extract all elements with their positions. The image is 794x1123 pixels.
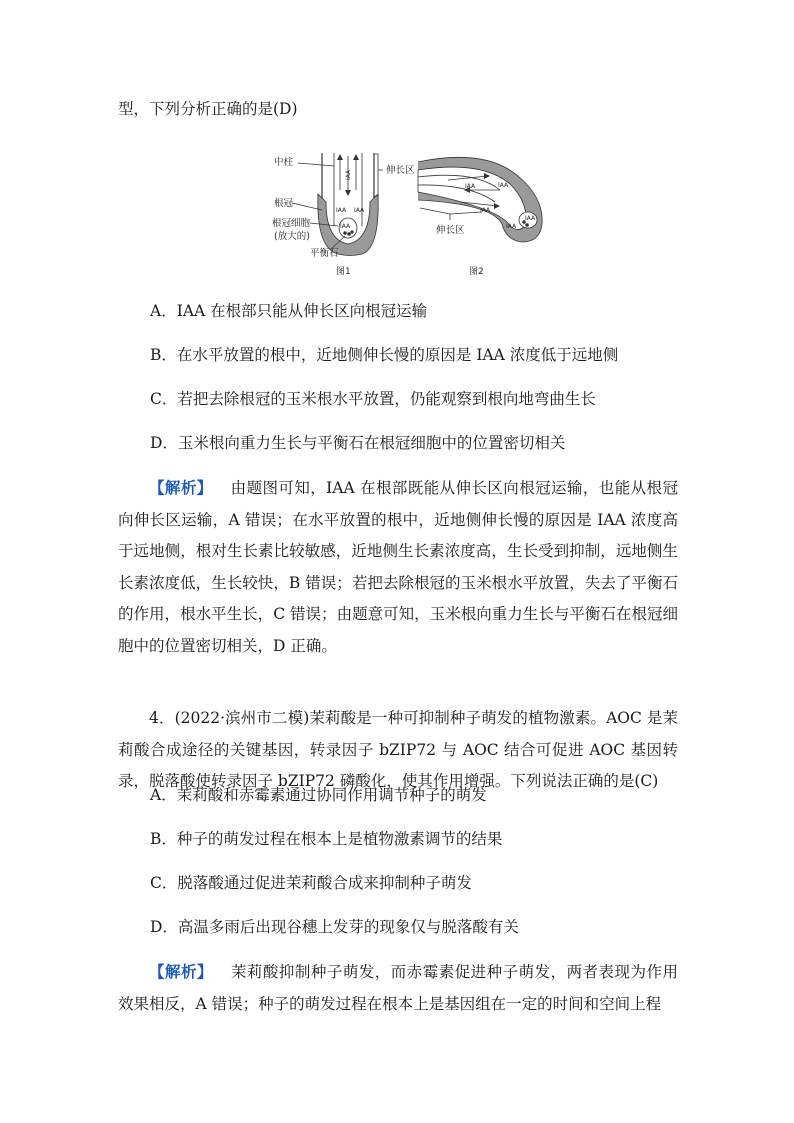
fig1-iaa-label-mid: IAA	[345, 169, 352, 180]
root-gravitropism-figure	[270, 150, 560, 282]
fig1-label-gengguan-cell: 根冠细胞	[272, 218, 311, 229]
fig2-label-shenchang: 伸长区	[436, 225, 465, 236]
fig2-iaa-label-mid: IAA	[498, 182, 509, 189]
fig1-label-gengguan: 根冠	[274, 198, 294, 209]
q4-option-c: C．脱落酸通过促进茉莉酸合成来抑制种子萌发	[150, 874, 472, 892]
fig2-iaa-label-cell: IAA	[525, 215, 536, 222]
fig2-iaa-label-tip: IAA	[506, 223, 517, 230]
fig2-iaa-label-upper: IAA	[465, 183, 476, 190]
fig1-iaa-label-cell: IAA	[340, 223, 351, 230]
figure-1	[272, 153, 415, 277]
fig1-iaa-label-left: IAA	[336, 207, 347, 214]
q4-stem: 4．(2022·滨州市二模)茉莉酸是一种可抑制种子萌发的植物激素。AOC 是茉莉酸合成途径的关键基因，转录因子 bZIP72 与 AOC 结合可促进 AOC 基因转录，脱落酸使转录因子 bZIP72 磷酸化，使其作用增强。下列说法正确的是(C)	[118, 709, 678, 790]
fig1-label-shenchang: 伸长区	[386, 165, 415, 176]
fig1-label-zhongzhu: 中柱	[274, 157, 294, 168]
q4-option-d: D．高温多雨后出现谷穗上发芽的现象仅与脱落酸有关	[150, 918, 519, 936]
fig1-label-pinghengshi: 平衡石	[310, 248, 339, 259]
q3-option-c: C．若把去除根冠的玉米根水平放置，仍能观察到根向地弯曲生长	[150, 390, 596, 408]
q3-analysis	[118, 473, 678, 662]
q4-option-b: B．种子的萌发过程在根本上是植物激素调节的结果	[150, 830, 503, 848]
q3-stem-tail: 型，下列分析正确的是(D)	[118, 100, 298, 118]
q3-analysis-text: 由题图可知，IAA 在根部既能从伸长区向根冠运输，也能从根冠向伸长区运输，A 错误；在水平放置的根中，近地侧伸长慢的原因是 IAA 浓度高于远地侧，根对生长素比较敏感，近地侧生长素浓度高，生长受到抑制，远地侧生长素浓度低，生长较快，B 错误；若把去除根冠的玉米根水平放置，失去了平衡石的作用，根水平生长，C 错误；由题意可知，玉米根向重力生长与平衡石在根冠细胞中的位置密切相关，D 正确。	[118, 479, 678, 655]
q3-option-b: B．在水平放置的根中，近地侧伸长慢的原因是 IAA 浓度低于远地侧	[150, 346, 619, 364]
fig2-caption: 图2	[469, 267, 484, 277]
q3-option-a: A．IAA 在根部只能从伸长区向根冠运输	[150, 302, 428, 320]
q4-analysis-tag: 【解析】	[149, 963, 213, 981]
fig1-caption: 图1	[336, 267, 351, 277]
q4-analysis-text: 茉莉酸抑制种子萌发，而赤霉素促进种子萌发，两者表现为作用效果相反，A 错误；种子的萌发过程在根本上是基因组在一定的时间和空间上程	[118, 963, 678, 1013]
q4-option-a: A．茉莉酸和赤霉素通过协同作用调节种子的萌发	[150, 786, 487, 804]
q3-option-d: D．玉米根向重力生长与平衡石在根冠细胞中的位置密切相关	[150, 434, 566, 452]
q3-analysis-tag: 【解析】	[149, 479, 213, 497]
fig1-iaa-label-right: IAA	[354, 207, 365, 214]
figure-2	[418, 157, 542, 277]
q4-analysis	[118, 957, 678, 1020]
fig2-iaa-label-lower: IAA	[480, 207, 491, 214]
fig1-label-fangda: (放大的)	[274, 231, 310, 242]
